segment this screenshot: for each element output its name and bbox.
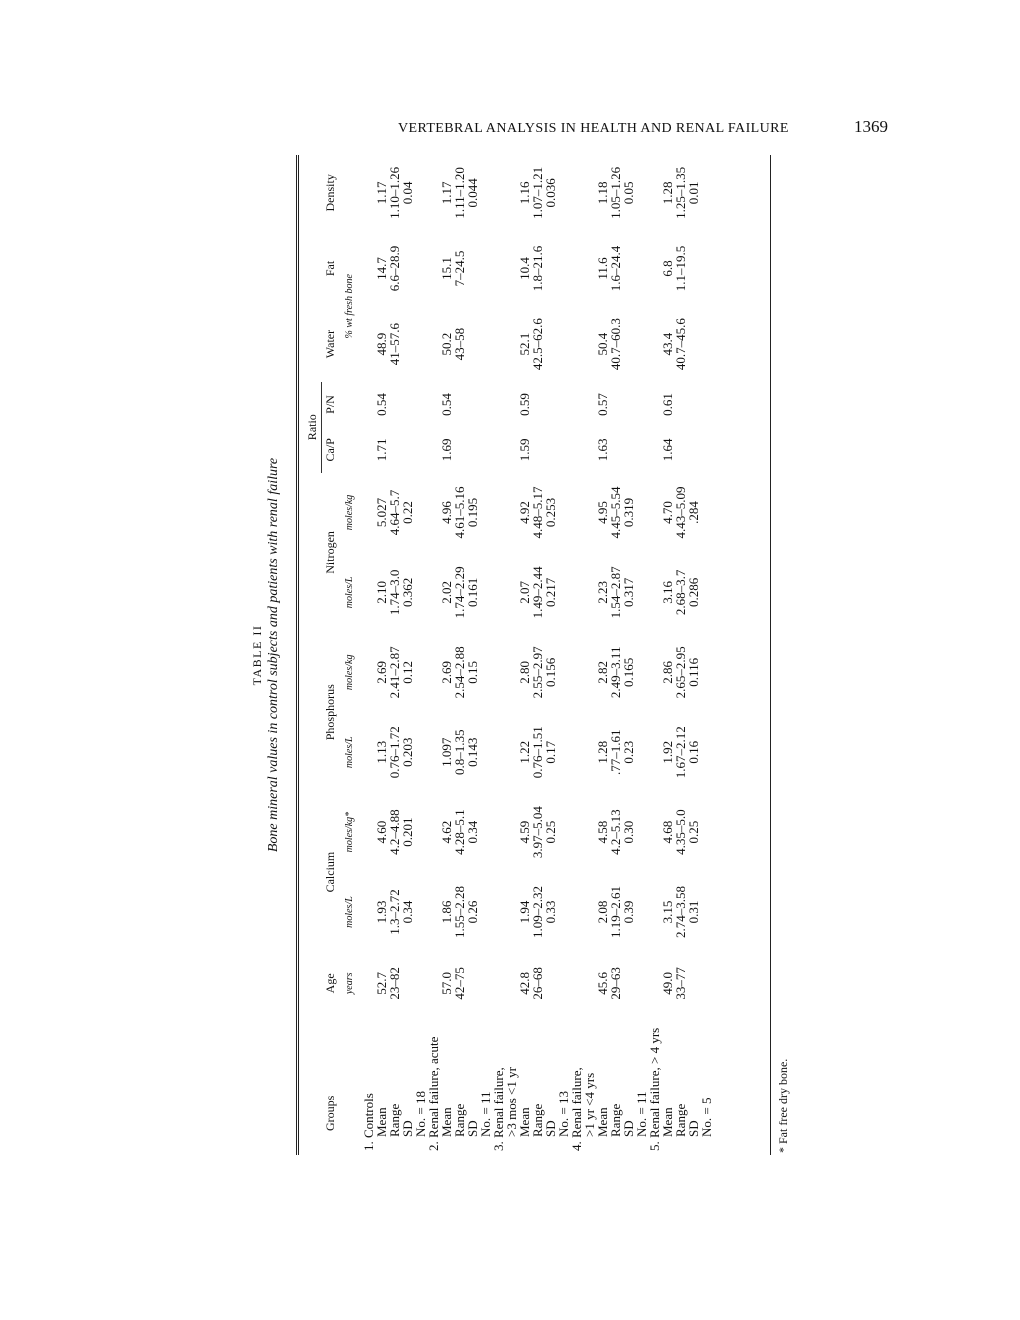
cell-value: 0.22: [400, 501, 415, 524]
cell-value: 45.6: [595, 971, 610, 995]
cell-value: 4.64–5.7: [387, 489, 402, 536]
cell-value: 2.69: [374, 660, 389, 684]
cell-value: 48.9: [374, 332, 389, 356]
cell-age: [427, 952, 492, 1015]
page-number: 1369: [854, 117, 888, 136]
cell-value: 6.6–28.9: [387, 245, 402, 292]
header-water: Water: [323, 329, 337, 359]
unit-water-fat: % wt fresh bone: [344, 274, 355, 339]
cell-value: 0.286: [686, 577, 701, 608]
group-title: 1. Controls: [361, 1093, 376, 1151]
cell-value: 1.59: [517, 438, 532, 462]
stat-label: No. = 5: [699, 1097, 714, 1137]
header-ratio: Ratio: [304, 382, 322, 473]
stat-label: SD: [400, 1120, 415, 1137]
cell-p-n: [492, 382, 570, 427]
group-labels: [362, 1015, 427, 1155]
cell-value: 0.30: [621, 820, 636, 844]
unit-ca-l: moles/L: [344, 896, 355, 928]
stat-label: No. = 11: [478, 1091, 493, 1137]
cell-value: 57.0: [439, 971, 454, 995]
cell-value: 2.86: [660, 660, 675, 684]
cell-p-n: [362, 382, 427, 427]
cell-value: 0.76–1.51: [530, 726, 545, 779]
cell-value: 1.16: [517, 181, 532, 205]
group-labels: [648, 1015, 713, 1155]
table-label: TABLE II: [250, 624, 264, 686]
cell-value: 2.68–3.7: [673, 569, 688, 616]
cell-value: 40.7–60.3: [608, 318, 623, 371]
cell-value: 0.317: [621, 577, 636, 608]
cell-value: 0.59: [517, 393, 532, 416]
cell-value: 2.02: [439, 581, 454, 604]
running-head: [398, 117, 888, 137]
cell-value: 1.49–2.44: [530, 566, 545, 619]
stat-label: Range: [530, 1103, 545, 1137]
cell-value: 0.156: [543, 657, 558, 687]
cell-value: 52.1: [517, 332, 532, 356]
cell-value: 4.62: [439, 820, 454, 844]
cell-value: 1.22: [517, 740, 532, 764]
cell-value: 0.036: [543, 178, 558, 208]
cell-value: 26–68: [530, 967, 545, 1000]
header-phosphorus: Phosphorus: [323, 684, 337, 741]
cell-value: 0.15: [465, 660, 480, 684]
cell-n-l: [492, 552, 570, 632]
cell-p-n: [570, 382, 648, 427]
stat-label: SD: [621, 1120, 636, 1137]
cell-value: 1.63: [595, 438, 610, 462]
cell-value: 0.217: [543, 577, 558, 608]
cell-value: 33–77: [673, 967, 688, 1000]
cell-value: 42.8: [517, 971, 532, 995]
cell-ca-p: [362, 427, 427, 472]
cell-n-l: [648, 552, 713, 632]
cell-p-kg: [362, 632, 427, 712]
unit-p-kg: moles/kg: [344, 654, 355, 691]
cell-p-kg: [648, 632, 713, 712]
cell-value: 1.11–1.20: [452, 167, 467, 219]
cell-fat: [570, 231, 648, 307]
cell-value: 5.027: [374, 497, 389, 528]
cell-value: 4.96: [439, 501, 454, 524]
bone-mineral-table: [304, 155, 713, 1155]
group-title: 3. Renal failure,: [491, 1067, 506, 1151]
table-title: Bone mineral values in control subjects and patients with renal failure: [266, 457, 281, 853]
cell-value: 2.80: [517, 660, 532, 684]
cell-value: 1.8–21.6: [530, 245, 545, 292]
cell-value: 1.67–2.12: [673, 726, 688, 779]
cell-value: 0.16: [686, 740, 701, 764]
cell-value: 0.25: [686, 820, 701, 844]
group-subtitle: >1 yr <4 yrs: [582, 1072, 597, 1137]
unit-ca-kg: moles/kg*: [344, 811, 355, 853]
cell-value: 7–24.5: [452, 250, 467, 287]
cell-value: 1.07–1.21: [530, 166, 545, 219]
cell-value: 3.15: [660, 900, 675, 924]
cell-value: 1.94: [517, 900, 532, 924]
cell-value: 43.4: [660, 332, 675, 356]
cell-value: 0.203: [400, 737, 415, 767]
running-head-title: VERTEBRAL ANALYSIS IN HEALTH AND RENAL FAILURE: [398, 121, 789, 136]
cell-value: 1.3–2.72: [387, 889, 402, 935]
cell-p-n: [648, 382, 713, 427]
header-age: Age: [323, 973, 337, 994]
cell-value: 0.116: [686, 657, 701, 687]
cell-ca-l: [492, 872, 570, 952]
group-title: 5. Renal failure, > 4 yrs: [647, 1027, 662, 1151]
unit-p-l: moles/L: [344, 736, 355, 769]
cell-value: .284: [686, 501, 701, 524]
cell-ca-p: [570, 427, 648, 472]
cell-value: 0.26: [465, 900, 480, 924]
stat-label: Mean: [517, 1107, 532, 1137]
cell-value: 1.25–1.35: [673, 166, 688, 219]
group-title: 4. Renal failure,: [569, 1067, 584, 1151]
cell-value: 50.4: [595, 332, 610, 356]
cell-value: 1.28: [660, 181, 675, 205]
cell-fat: [492, 231, 570, 307]
cell-value: 1.28: [595, 740, 610, 764]
group-subtitle: >3 mos <1 yr: [504, 1067, 519, 1137]
cell-value: 1.93: [374, 900, 389, 924]
cell-value: 4.43–5.09: [673, 486, 688, 539]
cell-value: 0.76–1.72: [387, 726, 402, 779]
cell-ca-kg: [648, 792, 713, 872]
table-row: [427, 155, 492, 1155]
cell-value: 42.5–62.6: [530, 318, 545, 371]
cell-density: [362, 155, 427, 231]
cell-age: [492, 952, 570, 1015]
cell-value: 0.143: [465, 737, 480, 767]
group-title: 2. Renal failure, acute: [426, 1036, 441, 1151]
cell-value: 2.65–2.95: [673, 646, 688, 699]
cell-value: 4.92: [517, 501, 532, 524]
cell-water: [492, 306, 570, 382]
cell-p-l: [648, 712, 713, 792]
cell-value: 23–82: [387, 967, 402, 1000]
cell-age: [362, 952, 427, 1015]
cell-value: 0.161: [465, 577, 480, 608]
cell-value: 0.61: [660, 393, 675, 416]
cell-value: 0.04: [400, 181, 415, 205]
cell-value: 4.35–5.0: [673, 809, 688, 855]
cell-ca-l: [362, 872, 427, 952]
stat-label: No. = 13: [556, 1091, 571, 1137]
stat-label: No. = 11: [634, 1091, 649, 1137]
table-footnote: * Fat free dry bone.: [776, 1058, 790, 1153]
table-row: [362, 155, 427, 1155]
cell-p-kg: [492, 632, 570, 712]
cell-value: 1.097: [439, 737, 454, 767]
cell-value: 4.60: [374, 820, 389, 844]
cell-ca-kg: [570, 792, 648, 872]
cell-value: 11.6: [595, 257, 610, 280]
header-fat: Fat: [323, 260, 337, 277]
cell-value: 0.39: [621, 900, 636, 924]
cell-value: 1.05–1.26: [608, 166, 623, 219]
cell-p-n: [427, 382, 492, 427]
cell-n-l: [427, 552, 492, 632]
group-labels: [427, 1015, 492, 1155]
cell-value: 1.74–2.29: [452, 566, 467, 619]
cell-value: 10.4: [517, 257, 532, 280]
cell-value: 1.09–2.32: [530, 886, 545, 939]
cell-value: 0.362: [400, 577, 415, 608]
cell-value: 0.17: [543, 740, 558, 764]
cell-value: 0.01: [686, 181, 701, 205]
cell-value: 1.74–3.0: [387, 569, 402, 616]
cell-value: 0.201: [400, 817, 415, 847]
cell-value: 0.31: [686, 900, 701, 924]
cell-value: 2.55–2.97: [530, 646, 545, 699]
cell-n-kg: [427, 473, 492, 553]
cell-p-l: [427, 712, 492, 792]
cell-density: [648, 155, 713, 231]
stat-label: SD: [465, 1120, 480, 1137]
cell-value: 0.253: [543, 497, 558, 528]
stat-label: Range: [608, 1103, 623, 1137]
cell-ca-l: [648, 872, 713, 952]
cell-p-l: [570, 712, 648, 792]
cell-value: 1.17: [374, 181, 389, 205]
cell-value: 2.10: [374, 581, 389, 604]
cell-density: [492, 155, 570, 231]
cell-water: [362, 306, 427, 382]
unit-age: years: [344, 972, 355, 995]
cell-value: 2.54–2.88: [452, 646, 467, 699]
cell-value: 0.195: [465, 497, 480, 528]
header-groups: Groups: [323, 1095, 337, 1131]
cell-value: 0.05: [621, 181, 636, 205]
cell-value: 40.7–45.6: [673, 318, 688, 371]
group-labels: [570, 1015, 648, 1155]
cell-ca-l: [570, 872, 648, 952]
cell-value: 3.16: [660, 581, 675, 604]
cell-water: [570, 306, 648, 382]
table-body: [362, 155, 713, 1155]
cell-value: 0.25: [543, 820, 558, 844]
cell-value: 1.10–1.26: [387, 166, 402, 219]
cell-value: 52.7: [374, 971, 389, 995]
table-row: [570, 155, 648, 1155]
cell-value: 2.82: [595, 660, 610, 684]
header-ca-p: Ca/P: [323, 438, 337, 462]
cell-water: [427, 306, 492, 382]
table-row: [492, 155, 570, 1155]
cell-ca-p: [492, 427, 570, 472]
cell-ca-kg: [492, 792, 570, 872]
cell-value: 1.6–24.4: [608, 245, 623, 292]
cell-value: 0.33: [543, 900, 558, 924]
cell-age: [570, 952, 648, 1015]
cell-value: 2.74–3.58: [673, 886, 688, 939]
cell-water: [648, 306, 713, 382]
cell-value: 50.2: [439, 332, 454, 356]
cell-value: 4.2–4.88: [387, 809, 402, 855]
cell-ca-p: [427, 427, 492, 472]
cell-value: 1.71: [374, 438, 389, 462]
cell-value: 2.23: [595, 581, 610, 604]
cell-fat: [648, 231, 713, 307]
header-nitrogen: Nitrogen: [323, 531, 337, 574]
cell-value: 1.13: [374, 740, 389, 764]
cell-value: 4.28–5.1: [452, 809, 467, 855]
cell-value: 2.41–2.87: [387, 646, 402, 699]
cell-n-l: [570, 552, 648, 632]
cell-value: 3.97–5.04: [530, 806, 545, 859]
cell-value: 0.319: [621, 497, 636, 528]
cell-value: 4.95: [595, 501, 610, 524]
cell-value: 1.18: [595, 181, 610, 205]
cell-value: 2.49–3.11: [608, 646, 623, 699]
cell-n-kg: [648, 473, 713, 553]
cell-value: 0.12: [400, 660, 415, 684]
rotated-table-block: [250, 155, 790, 1155]
cell-ca-kg: [362, 792, 427, 872]
cell-value: 1.55–2.28: [452, 886, 467, 939]
cell-n-l: [362, 552, 427, 632]
header-calcium: Calcium: [323, 851, 337, 893]
cell-value: 0.57: [595, 393, 610, 416]
cell-value: 4.48–5.17: [530, 486, 545, 539]
stat-label: Range: [452, 1103, 467, 1137]
cell-p-kg: [427, 632, 492, 712]
cell-value: 1.86: [439, 900, 454, 924]
cell-value: 29–63: [608, 967, 623, 1000]
cell-density: [570, 155, 648, 231]
group-labels: [492, 1015, 570, 1155]
cell-n-kg: [570, 473, 648, 553]
cell-value: 43–58: [452, 327, 467, 361]
cell-value: 0.34: [400, 900, 415, 924]
cell-value: 0.8–1.35: [452, 729, 467, 775]
cell-ca-kg: [427, 792, 492, 872]
table-bottom-rule: [770, 155, 771, 1155]
stat-label: Mean: [439, 1107, 454, 1137]
cell-n-kg: [492, 473, 570, 553]
unit-n-l: moles/L: [344, 576, 355, 609]
cell-value: 0.54: [374, 393, 389, 416]
cell-value: 41–57.6: [387, 322, 402, 366]
stat-label: SD: [686, 1120, 701, 1137]
cell-age: [648, 952, 713, 1015]
cell-value: 1.54–2.87: [608, 566, 623, 619]
stat-label: Range: [673, 1103, 688, 1137]
cell-value: .77–1.61: [608, 729, 623, 775]
table-row: [648, 155, 713, 1155]
cell-value: 4.61–5.16: [452, 486, 467, 539]
stat-label: Range: [387, 1103, 402, 1137]
cell-value: 14.7: [374, 257, 389, 280]
cell-value: 2.08: [595, 900, 610, 924]
stat-label: No. = 18: [413, 1091, 428, 1137]
stat-label: Mean: [374, 1107, 389, 1137]
cell-value: 0.54: [439, 393, 454, 416]
cell-value: 1.17: [439, 181, 454, 205]
cell-value: 0.34: [465, 820, 480, 844]
cell-fat: [427, 231, 492, 307]
cell-value: 6.8: [660, 260, 675, 277]
cell-value: 1.69: [439, 438, 454, 462]
cell-value: 4.2–5.13: [608, 809, 623, 855]
cell-value: 1.1–19.5: [673, 245, 688, 292]
cell-p-l: [362, 712, 427, 792]
cell-value: 4.59: [517, 820, 532, 844]
stat-label: Mean: [595, 1107, 610, 1137]
header-p-n: P/N: [323, 395, 337, 414]
unit-n-kg: moles/kg: [344, 494, 355, 531]
cell-ca-p: [648, 427, 713, 472]
cell-value: 1.64: [660, 438, 675, 462]
cell-value: 4.58: [595, 820, 610, 844]
cell-value: 2.07: [517, 581, 532, 604]
cell-value: 4.45–5.54: [608, 486, 623, 539]
cell-value: 0.23: [621, 740, 636, 764]
cell-p-kg: [570, 632, 648, 712]
cell-n-kg: [362, 473, 427, 553]
cell-p-l: [492, 712, 570, 792]
cell-value: 49.0: [660, 971, 675, 995]
cell-value: 15.1: [439, 257, 454, 280]
stat-label: Mean: [660, 1107, 675, 1137]
header-density: Density: [323, 174, 337, 212]
cell-value: 1.92: [660, 740, 675, 764]
cell-density: [427, 155, 492, 231]
table-top-rule: [296, 155, 299, 1155]
cell-value: 4.68: [660, 820, 675, 844]
cell-value: 42–75: [452, 967, 467, 1000]
cell-value: 0.044: [465, 178, 480, 208]
cell-fat: [362, 231, 427, 307]
cell-value: 1.19–2.61: [608, 886, 623, 939]
cell-ca-l: [427, 872, 492, 952]
cell-value: 2.69: [439, 660, 454, 684]
cell-value: 0.165: [621, 657, 636, 687]
cell-value: 4.70: [660, 501, 675, 524]
stat-label: SD: [543, 1120, 558, 1137]
